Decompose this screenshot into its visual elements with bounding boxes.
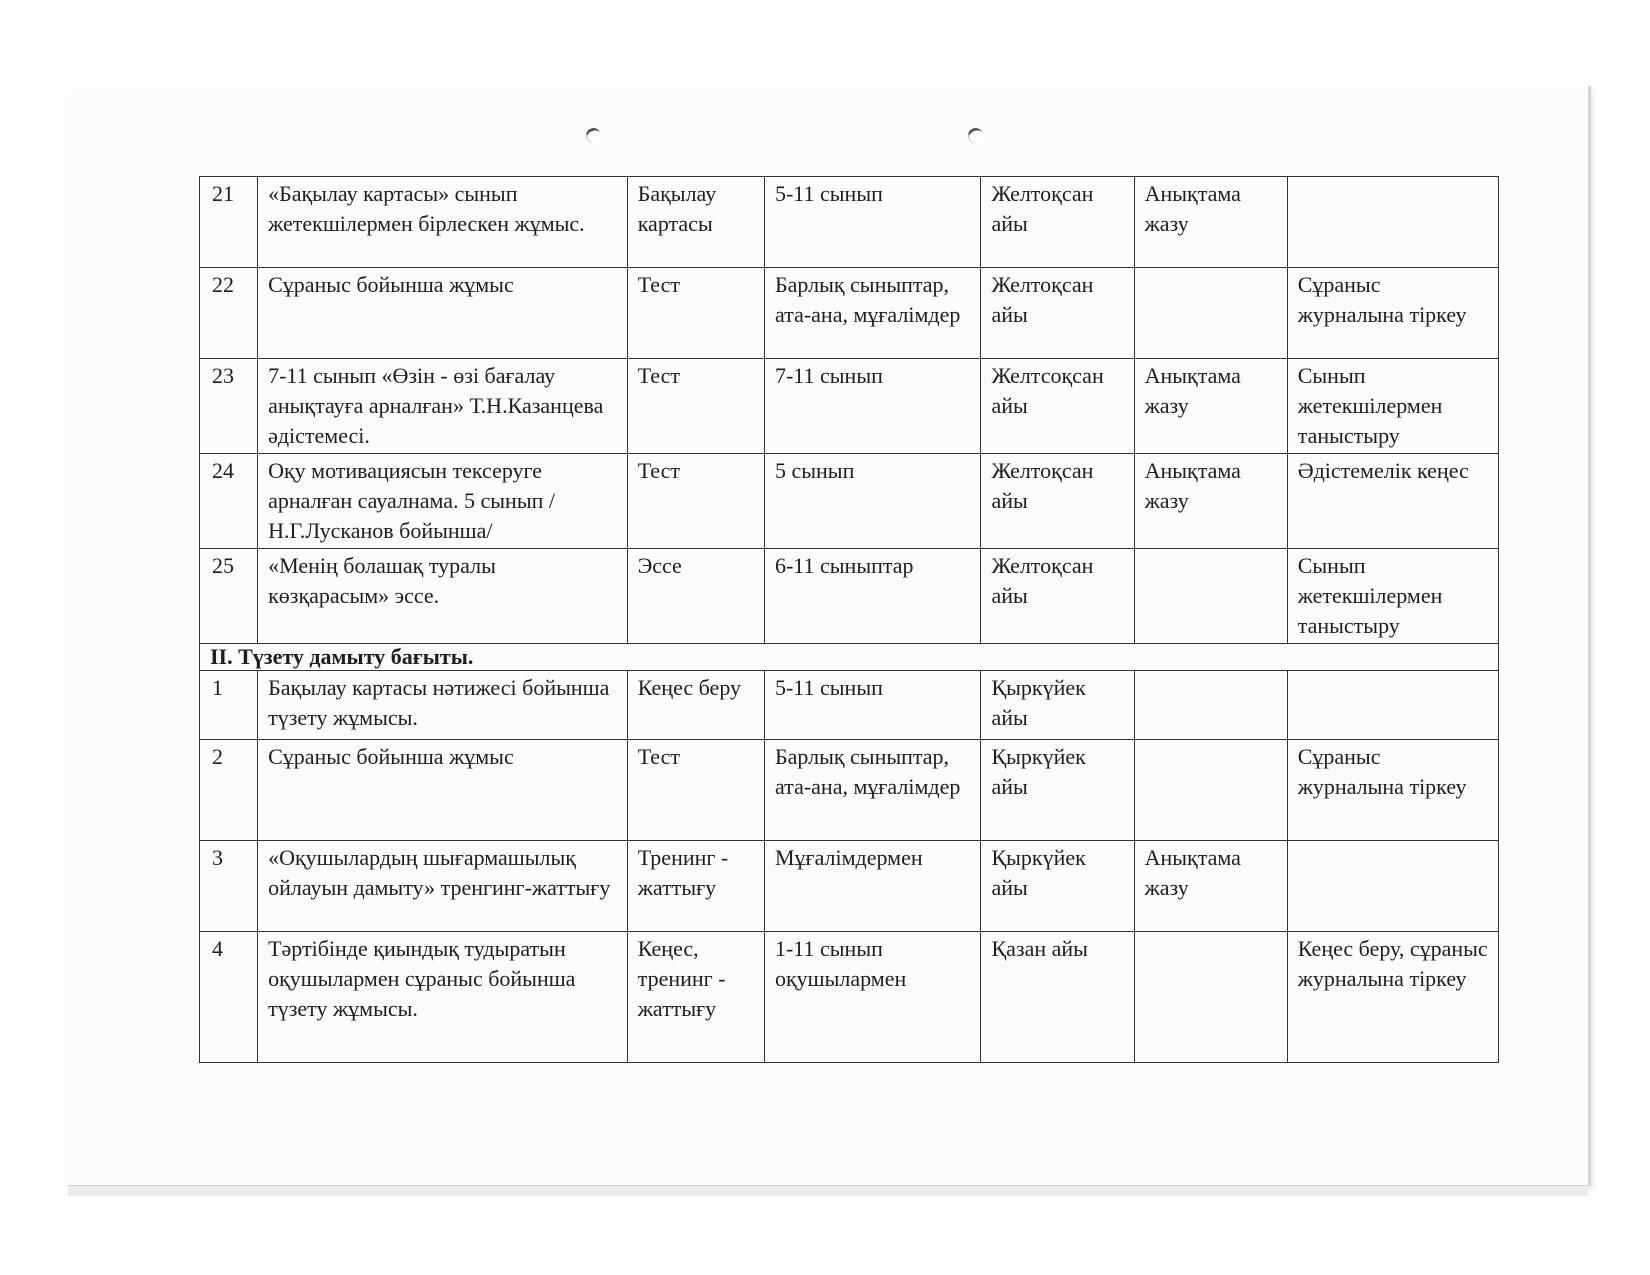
note-cell bbox=[1287, 177, 1498, 268]
result-cell: Анықтама жазу bbox=[1134, 841, 1287, 932]
time-cell: Желтоқсан айы bbox=[981, 177, 1134, 268]
activity-title: «Оқушылардың шығармашылық ойлауын дамыту» тренгинг-жаттығу bbox=[258, 841, 628, 932]
time-cell: Қазан айы bbox=[981, 932, 1134, 1063]
work-plan-table bbox=[199, 176, 1499, 1063]
section-title: II. Түзету дамыту бағыты. bbox=[200, 644, 1499, 671]
result-cell: Анықтама жазу bbox=[1134, 177, 1287, 268]
result-cell: Анықтама жазу bbox=[1134, 454, 1287, 549]
result-cell bbox=[1134, 740, 1287, 841]
activity-title: Сұраныс бойынша жұмыс bbox=[258, 740, 628, 841]
note-cell: Кеңес беру, сұраныс журналына тіркеу bbox=[1287, 932, 1498, 1063]
method-cell: Тест bbox=[627, 268, 764, 359]
row-number: 21 bbox=[200, 177, 258, 268]
time-cell: Қыркүйек айы bbox=[981, 671, 1134, 740]
audience-cell: 7-11 сынып bbox=[764, 359, 980, 454]
activity-title: Оқу мотивациясын тексеруге арналған сауалнама. 5 сынып /Н.Г.Лусканов бойынша/ bbox=[258, 454, 628, 549]
section-header-row bbox=[200, 644, 1499, 671]
audience-cell: Барлық сыныптар, ата-ана, мұғалімдер bbox=[764, 268, 980, 359]
method-cell: Тест bbox=[627, 359, 764, 454]
table-row bbox=[200, 177, 1499, 268]
row-number: 4 bbox=[200, 932, 258, 1063]
method-cell: Эссе bbox=[627, 549, 764, 644]
activity-title: Бақылау картасы нәтижесі бойынша түзету жұмысы. bbox=[258, 671, 628, 740]
method-cell: Кеңес, тренинг - жаттығу bbox=[627, 932, 764, 1063]
time-cell: Желтоқсан айы bbox=[981, 454, 1134, 549]
audience-cell: 5 сынып bbox=[764, 454, 980, 549]
method-cell: Тест bbox=[627, 454, 764, 549]
table-row bbox=[200, 841, 1499, 932]
row-number: 2 bbox=[200, 740, 258, 841]
note-cell: Сұраныс журналына тіркеу bbox=[1287, 740, 1498, 841]
table-row bbox=[200, 359, 1499, 454]
method-cell: Тренинг - жаттығу bbox=[627, 841, 764, 932]
row-number: 22 bbox=[200, 268, 258, 359]
time-cell: Желтоқсан айы bbox=[981, 549, 1134, 644]
table-row bbox=[200, 549, 1499, 644]
note-cell: Әдістемелік кеңес bbox=[1287, 454, 1498, 549]
activity-title: Тәртібінде қиындық тудыратын оқушылармен сұраныс бойынша түзету жұмысы. bbox=[258, 932, 628, 1063]
row-number: 3 bbox=[200, 841, 258, 932]
activity-title: Сұраныс бойынша жұмыс bbox=[258, 268, 628, 359]
result-cell bbox=[1134, 932, 1287, 1063]
activity-title: 7-11 сынып «Өзін - өзі бағалау анықтауға арналған» Т.Н.Казанцева әдістемесі. bbox=[258, 359, 628, 454]
audience-cell: Мұғалімдермен bbox=[764, 841, 980, 932]
note-cell bbox=[1287, 671, 1498, 740]
row-number: 24 bbox=[200, 454, 258, 549]
table-row bbox=[200, 671, 1499, 740]
result-cell: Анықтама жазу bbox=[1134, 359, 1287, 454]
audience-cell: 5-11 сынып bbox=[764, 671, 980, 740]
audience-cell: Барлық сыныптар, ата-ана, мұғалімдер bbox=[764, 740, 980, 841]
audience-cell: 1-11 сынып оқушылармен bbox=[764, 932, 980, 1063]
note-cell bbox=[1287, 841, 1498, 932]
result-cell bbox=[1134, 268, 1287, 359]
audience-cell: 5-11 сынып bbox=[764, 177, 980, 268]
activity-title: «Менің болашақ туралы көзқарасым» эссе. bbox=[258, 549, 628, 644]
result-cell bbox=[1134, 671, 1287, 740]
note-cell: Сұраныс журналына тіркеу bbox=[1287, 268, 1498, 359]
time-cell: Қыркүйек айы bbox=[981, 740, 1134, 841]
table-row bbox=[200, 268, 1499, 359]
result-cell bbox=[1134, 549, 1287, 644]
method-cell: Бақылау картасы bbox=[627, 177, 764, 268]
time-cell: Қыркүйек айы bbox=[981, 841, 1134, 932]
row-number: 1 bbox=[200, 671, 258, 740]
method-cell: Тест bbox=[627, 740, 764, 841]
table-row bbox=[200, 740, 1499, 841]
time-cell: Желтсоқсан айы bbox=[981, 359, 1134, 454]
method-cell: Кеңес беру bbox=[627, 671, 764, 740]
row-number: 23 bbox=[200, 359, 258, 454]
row-number: 25 bbox=[200, 549, 258, 644]
note-cell: Сынып жетекшілермен таныстыру bbox=[1287, 359, 1498, 454]
activity-title: «Бақылау картасы» сынып жетекшілермен бірлескен жұмыс. bbox=[258, 177, 628, 268]
table-row bbox=[200, 454, 1499, 549]
table-row bbox=[200, 932, 1499, 1063]
audience-cell: 6-11 сыныптар bbox=[764, 549, 980, 644]
note-cell: Сынып жетекшілермен таныстыру bbox=[1287, 549, 1498, 644]
time-cell: Желтоқсан айы bbox=[981, 268, 1134, 359]
